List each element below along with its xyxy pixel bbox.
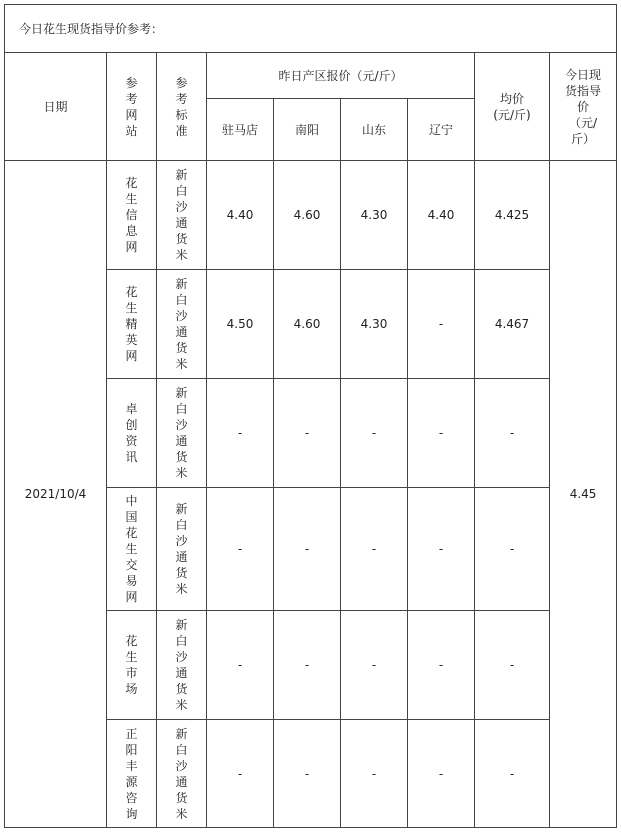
price-cell: -	[341, 488, 408, 611]
price-cell: -	[408, 488, 475, 611]
price-cell: 4.40	[408, 161, 475, 270]
price-cell: -	[274, 488, 341, 611]
standard-cell: 新白沙通货米	[157, 379, 207, 488]
avg-cell: -	[475, 720, 550, 828]
table-title: 今日花生现货指导价参考：	[5, 5, 617, 53]
standard-cell: 新白沙通货米	[157, 720, 207, 828]
site-cell: 中国花生交易网	[107, 488, 157, 611]
price-cell: -	[341, 611, 408, 720]
header-date: 日期	[5, 53, 107, 161]
avg-cell: -	[475, 611, 550, 720]
standard-cell: 新白沙通货米	[157, 270, 207, 379]
price-cell: 4.60	[274, 270, 341, 379]
price-cell: 4.40	[207, 161, 274, 270]
avg-cell: -	[475, 379, 550, 488]
site-cell: 正阳丰源咨询	[107, 720, 157, 828]
site-cell: 卓创资讯	[107, 379, 157, 488]
guide-price-cell: 4.45	[550, 161, 617, 828]
header-average: 均价(元/斤)	[475, 53, 550, 161]
header-region: 辽宁	[408, 99, 475, 161]
price-cell: -	[408, 720, 475, 828]
avg-cell: -	[475, 488, 550, 611]
header-region: 山东	[341, 99, 408, 161]
standard-cell: 新白沙通货米	[157, 161, 207, 270]
price-cell: -	[207, 488, 274, 611]
avg-cell: 4.425	[475, 161, 550, 270]
price-cell: -	[341, 379, 408, 488]
table-row	[5, 161, 617, 270]
price-cell: 4.30	[341, 161, 408, 270]
price-cell: -	[274, 720, 341, 828]
price-cell: -	[207, 611, 274, 720]
header-region: 驻马店	[207, 99, 274, 161]
header-yesterday-price: 昨日产区报价（元/斤）	[207, 53, 475, 99]
site-cell: 花生信息网	[107, 161, 157, 270]
price-cell: 4.50	[207, 270, 274, 379]
price-cell: -	[274, 611, 341, 720]
price-cell: -	[207, 720, 274, 828]
price-cell: 4.30	[341, 270, 408, 379]
avg-cell: 4.467	[475, 270, 550, 379]
standard-cell: 新白沙通货米	[157, 611, 207, 720]
price-cell: 4.60	[274, 161, 341, 270]
date-cell: 2021/10/4	[5, 161, 107, 828]
price-cell: -	[207, 379, 274, 488]
site-cell: 花生市场	[107, 611, 157, 720]
price-cell: -	[408, 611, 475, 720]
header-region: 南阳	[274, 99, 341, 161]
header-guide-price: 今日现货指导价（元/斤）	[550, 53, 617, 161]
price-table	[4, 4, 617, 828]
price-cell: -	[341, 720, 408, 828]
header-standard: 参考标准	[157, 53, 207, 161]
header-site: 参考网站	[107, 53, 157, 161]
price-cell: -	[408, 270, 475, 379]
price-cell: -	[408, 379, 475, 488]
price-cell: -	[274, 379, 341, 488]
site-cell: 花生精英网	[107, 270, 157, 379]
standard-cell: 新白沙通货米	[157, 488, 207, 611]
